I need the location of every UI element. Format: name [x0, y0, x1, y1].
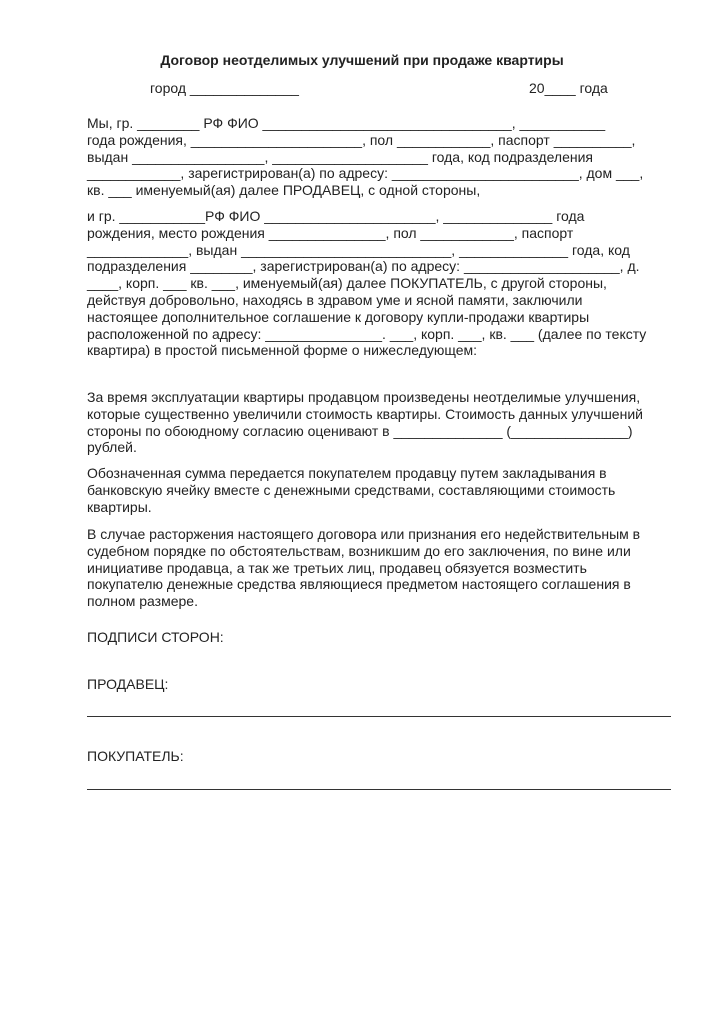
paragraph-line: стороны по обоюдному согласию оценивают в ______________ (_______________) [87, 422, 633, 439]
paragraph-line: которые существенно увеличили стоимость квартиры. Стоимость данных улучшений [87, 405, 643, 422]
paragraph-line: В случае расторжения настоящего договора или признания его недействительным в [87, 526, 641, 542]
date-line: 20____ года [529, 80, 608, 96]
paragraph-line: расположенной по адресу: _______________. ___, корп. ___, кв. ___ (далее по тексту [87, 325, 647, 342]
seller-signature-label: ПРОДАВЕЦ: [87, 676, 169, 692]
buyer-paragraph [87, 208, 672, 359]
paragraph-line: полном размере. [87, 593, 198, 610]
seller-signature-line [87, 716, 671, 717]
paragraph-line: судебном порядке по обстоятельствам, возникшим до его заключения, по вине или [87, 542, 631, 559]
paragraph-line: покупателю денежные средства являющиеся предметом настоящего соглашения в [87, 576, 631, 593]
paragraph-line: кв. ___ именуемый(ая) далее ПРОДАВЕЦ, с одной стороны, [87, 182, 481, 199]
city-line: город ______________ [150, 80, 299, 96]
buyer-signature-label: ПОКУПАТЕЛЬ: [87, 748, 184, 764]
seller-paragraph [87, 115, 672, 199]
paragraph-line: года рождения, ______________________, пол ____________, паспорт __________, [87, 131, 636, 148]
paragraph-line: выдан _________________, ____________________ года, код подразделения [87, 148, 593, 165]
payment-clause [87, 465, 672, 515]
paragraph-line: квартиры. [87, 498, 152, 515]
paragraph-line: За время эксплуатации квартиры продавцом произведены неотделимые улучшения, [87, 389, 641, 405]
paragraph-line: действуя добровольно, находясь в здравом уме и ясной памяти, заключили [87, 291, 583, 308]
paragraph-line: _____________, выдан ___________________________, ______________ года, код [87, 241, 630, 258]
paragraph-line: ____, корп. ___ кв. ___, именуемый(ая) далее ПОКУПАТЕЛЬ, с другой стороны, [87, 275, 607, 292]
paragraph-line: Мы, гр. ________ РФ ФИО ________________________________, ___________ [87, 115, 606, 131]
paragraph-line: квартира) в простой письменной форме о нижеследующем: [87, 342, 478, 359]
buyer-signature-line [87, 789, 671, 790]
paragraph-line: ____________, зарегистрирован(а) по адресу: ________________________, дом ___, [87, 165, 644, 182]
paragraph-line: и гр. ___________РФ ФИО ______________________, ______________ года [87, 208, 585, 224]
signatures-heading: ПОДПИСИ СТОРОН: [87, 629, 224, 645]
termination-clause [87, 526, 672, 610]
document-title: Договор неотделимых улучшений при продаже квартиры [160, 52, 564, 68]
paragraph-line: рублей. [87, 439, 137, 456]
paragraph-line: рождения, место рождения _______________, пол ____________, паспорт [87, 224, 574, 241]
paragraph-line: настоящее дополнительное соглашение к договору купли-продажи квартиры [87, 308, 590, 325]
paragraph-line: банковскую ячейку вместе с денежными средствами, составляющими стоимость [87, 481, 616, 498]
improvements-clause [87, 389, 672, 456]
paragraph-line: подразделения ________, зарегистрирован(а) по адресу: ____________________, д. [87, 258, 640, 275]
paragraph-line: Обозначенная сумма передается покупателем продавцу путем закладывания в [87, 465, 607, 481]
paragraph-line: инициативе продавца, а так же третьих лиц, продавец обязуется возместить [87, 559, 587, 576]
